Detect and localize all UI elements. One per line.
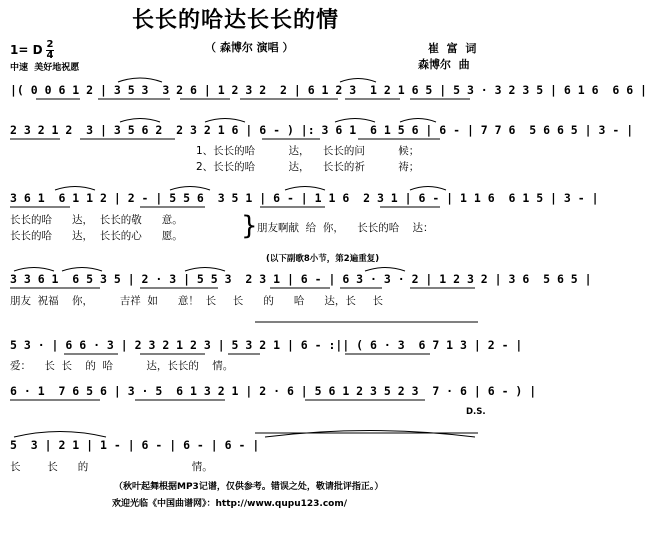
lyric-line-2a: 1、长长的哈 达， 长长的问 候； [196, 145, 420, 157]
lyric-brace: } [241, 211, 258, 241]
score-line-7: 5 3 | 2 1 | 1 - | 6 - | 6 - | 6 - | [10, 438, 260, 452]
lyric-line-7: 长 长 的 情。 [10, 461, 213, 473]
slur [62, 268, 102, 272]
repeat-note: (以下副歌8小节，第2遍重复) [266, 254, 380, 264]
score-line-5: 5 3 · | 6 6 · 3 | 2 3 2 1 2 3 | 5 3 2 1 | 6 - :|| ( 6 · 3 6 7 1 3 | 2 - | [10, 338, 523, 352]
lyric-line-3b: 长长的哈 达， 长长的心 愿。 [10, 230, 183, 242]
singer-credit: （ 森博尔 演唱 ） [205, 41, 294, 54]
lyric-line-2b: 2、长长的哈 达， 长长的祈 祷； [196, 161, 420, 173]
lyricist-credit: 崔 富 词 [428, 42, 477, 55]
source-credit: 欢迎光临《中国曲谱网》：http://www.qupu123.com/ [112, 499, 348, 509]
score-line-4: 3 3 6 1 6 5 3 5 | 2 · 3 | 5 5 3 2 3 1 | 6 - | 6 3 · 3 · 2 | 1 2 3 2 | 3 6 5 6 5 | [10, 272, 592, 286]
slur [14, 432, 106, 438]
lyric-line-3a: 长长的哈 达， 长长的敬 意。 [10, 214, 183, 226]
slur [170, 187, 210, 191]
key-signature: 1= D [10, 43, 43, 57]
slur [120, 119, 160, 123]
score-line-3: 3 6 1 6 1 1 2 | 2 - | 5 5 6 3 5 1 | 6 - | 1 1 6 2 3 1 | 6 - | 1 1 6 6 1 5 | 3 - | [10, 191, 599, 205]
slur [55, 187, 95, 191]
slur [285, 187, 325, 191]
lyric-line-3c: 朋友啊献 给 你， 长长的哈 达： [257, 222, 434, 234]
slur [185, 268, 225, 272]
slur [265, 431, 475, 438]
footnote: （秋叶起舞根据MP3记谱，仅供参考。错误之处，敬请批评指正。） [114, 482, 384, 492]
slur [340, 79, 376, 83]
score-line-2: 2 3 2 1 2 3 | 3 5 6 2 2 3 2 1 6 | 6 - ) |: 3 6 1 6 1 5 6 | 6 - | 7 7 6 5 6 6 5 | 3 - | [10, 123, 634, 137]
composer-credit: 森博尔 曲 [418, 58, 470, 71]
lyric-line-5: 爱： 长 长 的 哈 达，长长的 情。 [10, 360, 234, 372]
song-title: 长长的哈达长长的情 [132, 8, 340, 33]
slur [14, 268, 54, 272]
lyric-line-4: 朋友 祝福 你， 吉祥 如 意！ 长 长 的 哈 达，长 长 [10, 295, 384, 307]
time-signature-bottom: 4 [46, 50, 54, 61]
slur [400, 119, 436, 123]
score-line-1: |( 0 0 6 1 2 | 3 5 3 3 2 6 | 1 2 3 2 2 | 6 1 2 3 1 2 1 6 5 | 5 3 · 3 2 3 5 | 6 1 6 6 6 | [10, 83, 647, 97]
time-signature-top: 2 [46, 39, 54, 50]
slur [365, 268, 405, 272]
dal-segno-marking: D.S. [466, 407, 486, 417]
tempo-marking: 中速 美好地祝愿 [10, 63, 80, 73]
slur [410, 187, 446, 191]
slur [118, 78, 162, 82]
score-line-6: 6 · 1 7 6 5 6 | 3 · 5 6 1 3 2 1 | 2 · 6 | 5 6 1 2 3 5 2 3 7 · 6 | 6 - ) | [10, 384, 537, 398]
slur [335, 119, 375, 123]
slur [205, 119, 245, 123]
